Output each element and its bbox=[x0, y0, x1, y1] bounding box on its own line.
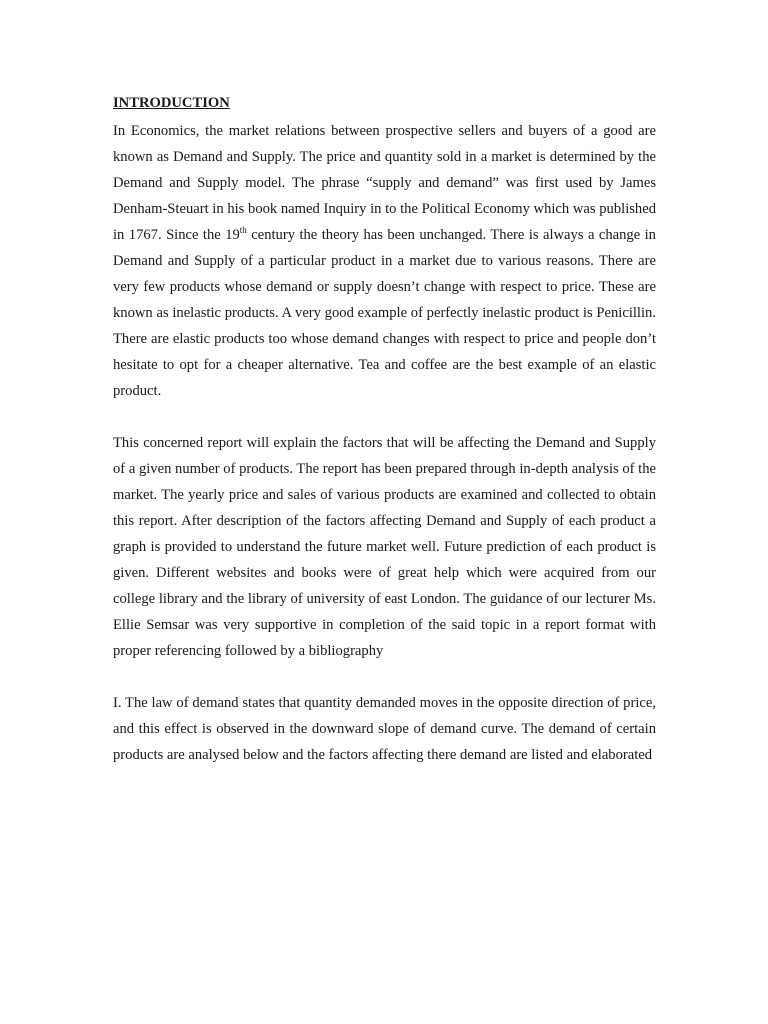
ordinal-superscript: th bbox=[239, 225, 247, 235]
intro-paragraph-1 bbox=[113, 118, 656, 404]
intro-paragraph-3: I. The law of demand states that quantity demanded moves in the opposite direction of price, and this effect is observed in the downward slope of demand curve. The demand of certain products are analysed below and the factors affecting there demand are listed and elaborated bbox=[113, 695, 656, 763]
document-page bbox=[113, 92, 656, 768]
intro-paragraph-2: This concerned report will explain the factors that will be affecting the Demand and Supply of a given number of products. The report has been prepared through in-depth analysis of the market. The yearly price and sales of various products are examined and collected to obtain this report. After description of the factors affecting Demand and Supply of each product a graph is provided to understand the future market well. Future prediction of each product is given. Different websites and books were of great help which were acquired from our college library and the library of university of east London. The guidance of our lecturer Ms. Ellie Semsar was very supportive in completion of the said topic in a report format with proper referencing followed by a bibliography bbox=[113, 435, 656, 659]
intro-paragraph-1-text-b: century the theory has been unchanged. There is always a change in Demand and Supply of a particular product in a market due to various reasons. There are very few products whose demand or supply doesn’t change with respect to price. These are known as inelastic products. A very good example of perfectly inelastic product is Penicillin. There are elastic products too whose demand changes with respect to price and people don’t hesitate to opt for a cheaper alternative. Tea and coffee are the best example of an elastic product. bbox=[113, 227, 656, 399]
intro-paragraph-1-text-a: In Economics, the market relations between prospective sellers and buyers of a good are known as Demand and Supply. The price and quantity sold in a market is determined by the Demand and Supply model. The phrase “supply and demand” was first used by James Denham-Steuart in his book named Inquiry in to the Political Economy which was published in 1767. Since the 19 bbox=[113, 123, 656, 243]
section-heading: INTRODUCTION bbox=[113, 95, 230, 111]
